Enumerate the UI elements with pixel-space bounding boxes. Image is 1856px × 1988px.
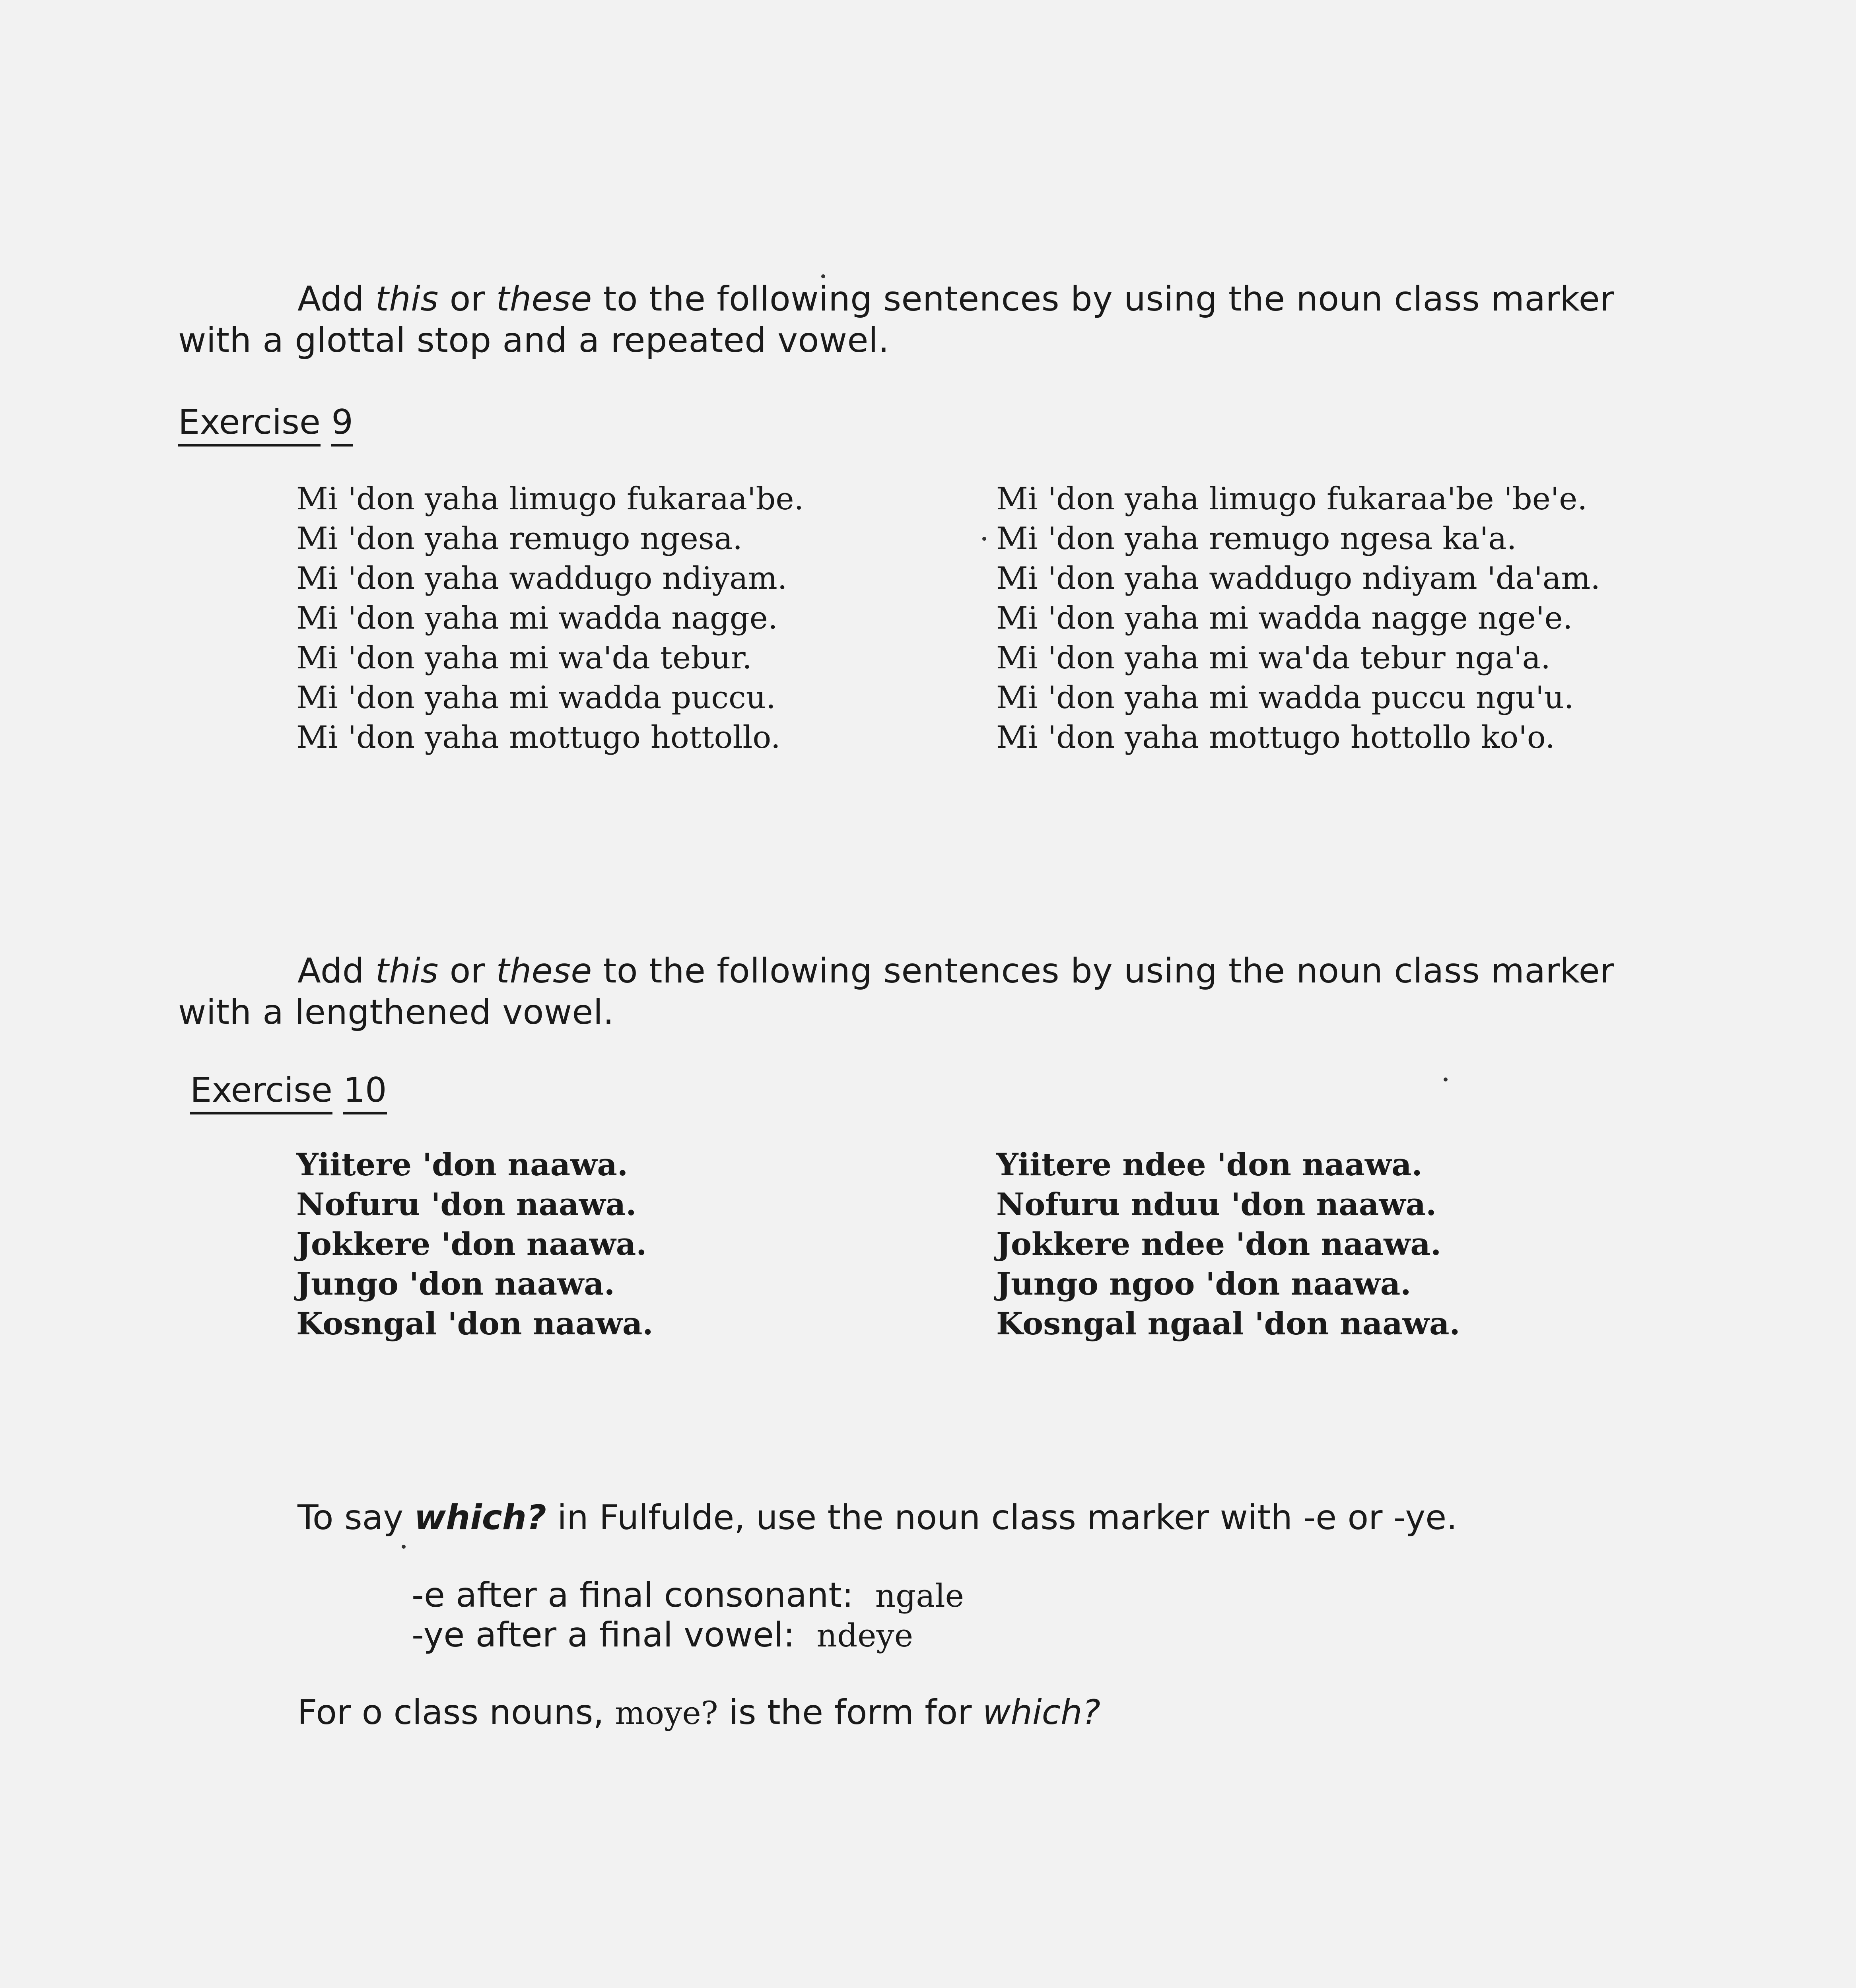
emphasis-which: which? bbox=[414, 1498, 546, 1538]
answer-sentence: Yiitere ndee 'don naawa. bbox=[996, 1147, 1423, 1183]
answer-sentence: Mi 'don yaha mi wadda puccu ngu'u. bbox=[996, 680, 1574, 716]
o-class-note bbox=[297, 1692, 1100, 1734]
rule-example: ngale bbox=[875, 1577, 964, 1614]
answer-sentence: Jungo ngoo 'don naawa. bbox=[996, 1266, 1411, 1302]
prompt-sentence: Mi 'don yaha remugo ngesa. bbox=[296, 521, 743, 557]
answer-sentence: Mi 'don yaha limugo fukaraa'be 'be'e. bbox=[996, 481, 1588, 517]
exercise-number: 10 bbox=[343, 1070, 387, 1114]
prompt-sentence: Kosngal 'don naawa. bbox=[296, 1306, 653, 1342]
emphasis-these: these bbox=[496, 279, 592, 319]
prompt-sentence: Mi 'don yaha mi wadda nagge. bbox=[296, 600, 778, 636]
answer-sentence: Kosngal ngaal 'don naawa. bbox=[996, 1306, 1460, 1342]
intro-text: or bbox=[438, 279, 496, 319]
exercise-label: Exercise bbox=[178, 402, 321, 447]
note-text: class nouns, bbox=[383, 1693, 615, 1732]
prompt-sentence: Yiitere 'don naawa. bbox=[296, 1147, 628, 1183]
exercise-number: 9 bbox=[331, 402, 353, 447]
answer-sentence: Mi 'don yaha waddugo ndiyam 'da'am. bbox=[996, 561, 1601, 596]
emphasis-this: this bbox=[375, 951, 439, 991]
scan-speck bbox=[982, 537, 986, 541]
exercise-9-prompts bbox=[296, 479, 804, 757]
o-class-marker: o bbox=[361, 1693, 383, 1732]
exercise-label: Exercise bbox=[190, 1070, 332, 1114]
emphasis-this: this bbox=[375, 279, 439, 319]
answer-sentence: Mi 'don yaha mottugo hottollo ko'o. bbox=[996, 720, 1555, 755]
exercise-9-instructions bbox=[178, 278, 1689, 361]
suffix-forms: -e or -ye. bbox=[1303, 1498, 1458, 1538]
answer-sentence: Mi 'don yaha remugo ngesa ka'a. bbox=[996, 521, 1517, 557]
prompt-sentence: Mi 'don yaha mottugo hottollo. bbox=[296, 720, 781, 755]
exercise-9-answers bbox=[996, 479, 1600, 757]
scan-speck bbox=[821, 274, 825, 278]
exercise-10-prompts bbox=[296, 1145, 653, 1344]
answer-sentence: Nofuru nduu 'don naawa. bbox=[996, 1186, 1437, 1223]
intro-text: to the following sentences by using the noun class marker with a glottal stop and a repeated vowel. bbox=[178, 279, 1614, 360]
answer-sentence: Mi 'don yaha mi wadda nagge nge'e. bbox=[996, 600, 1573, 636]
intro-text: Add bbox=[297, 951, 375, 991]
prompt-sentence: Mi 'don yaha limugo fukaraa'be. bbox=[296, 481, 804, 517]
prompt-sentence: Jokkere 'don naawa. bbox=[296, 1226, 647, 1262]
which-explanation bbox=[297, 1497, 1458, 1538]
emphasis-which: which? bbox=[982, 1693, 1101, 1732]
scan-speck bbox=[1444, 1077, 1448, 1081]
exercise-10-heading bbox=[190, 1070, 387, 1111]
exercise-9-heading bbox=[178, 402, 353, 443]
intro-text: to the following sentences by using the noun class marker with a lengthened vowel. bbox=[178, 951, 1614, 1032]
prompt-sentence: Nofuru 'don naawa. bbox=[296, 1186, 637, 1223]
explanation-text: in Fulfulde, use the noun class marker with bbox=[546, 1498, 1304, 1538]
scan-speck bbox=[402, 1545, 406, 1549]
rule-text: -e after a final consonant: bbox=[412, 1575, 853, 1615]
note-text: is the form for bbox=[718, 1693, 983, 1732]
prompt-sentence: Mi 'don yaha waddugo ndiyam. bbox=[296, 561, 787, 596]
prompt-sentence: Jungo 'don naawa. bbox=[296, 1266, 615, 1302]
rule-example: ndeye bbox=[816, 1617, 913, 1654]
note-text: For bbox=[297, 1693, 362, 1732]
rule-vowel bbox=[412, 1614, 913, 1656]
which-form: moye? bbox=[615, 1695, 718, 1732]
rule-text: -ye after a final vowel: bbox=[412, 1615, 795, 1655]
intro-text: or bbox=[438, 951, 496, 991]
intro-text: Add bbox=[297, 279, 375, 319]
rule-consonant bbox=[412, 1574, 964, 1617]
exercise-10-answers bbox=[996, 1145, 1460, 1344]
answer-sentence: Mi 'don yaha mi wa'da tebur nga'a. bbox=[996, 640, 1551, 676]
emphasis-these: these bbox=[496, 951, 592, 991]
prompt-sentence: Mi 'don yaha mi wa'da tebur. bbox=[296, 640, 752, 676]
explanation-text: To say bbox=[297, 1498, 414, 1538]
exercise-10-instructions bbox=[178, 950, 1689, 1033]
prompt-sentence: Mi 'don yaha mi wadda puccu. bbox=[296, 680, 776, 716]
answer-sentence: Jokkere ndee 'don naawa. bbox=[996, 1226, 1442, 1262]
